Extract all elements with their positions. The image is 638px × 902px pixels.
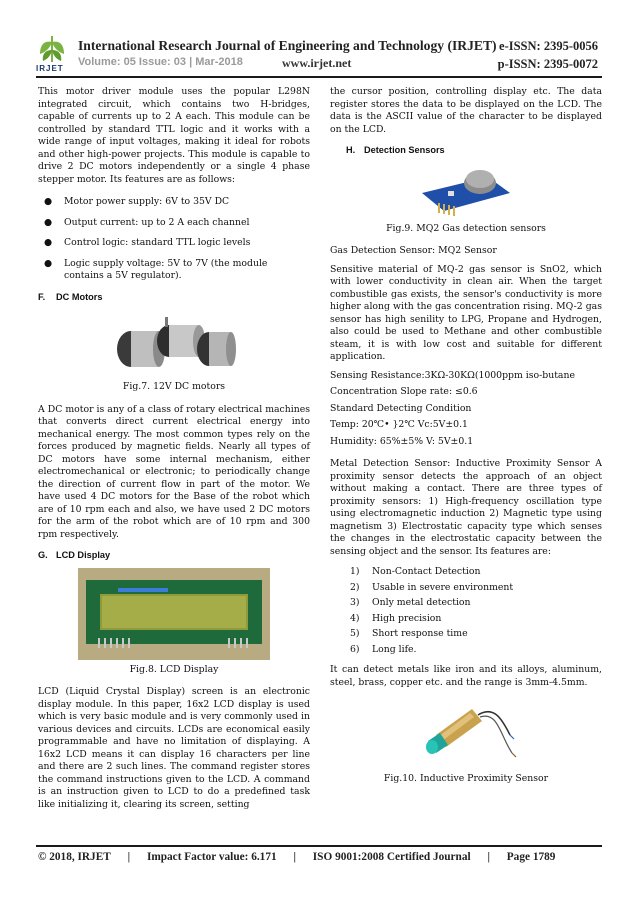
bullet-icon: ● [44,237,53,248]
e-issn: e-ISSN: 2395-0056 [499,39,598,53]
list-item: ● Motor power supply: 6V to 35V DC [44,196,230,207]
gas-sensor-paragraph: Sensitive material of MQ-2 gas sensor is SnO2, which with lower conductivity in clean air. When the target combustible gas exists, the sensor's conductivity is more higher along with the gas concentration rising. MQ-2 gas sensor has high senility to LPG, Propane and Hydrogen, also could be used to Methane and other combustible steam, it is with low cost and suitable for different application. [330,263,602,362]
spec-line: Concentration Slope rate: ≤0.6 [330,386,478,397]
dc-motor-paragraph: A DC motor is any of a class of rotary electrical machines that converts direct current electrical energy into mechanical energy. The most common types rely on the forces produced by magnetic fields. Nearly all types of DC motors have some internal mechanism, either electromechanical or electronic; to periodically change the direction of current flow in part of the motor. We have used 4 DC motors for the Base of the robot which are of 10 rpm each and also, we have used 2 DC motors for the arm of the robot which are of 10 rpm and 300 rpm respectively. [38,403,310,540]
footer-separator: | [127,851,131,863]
section-heading-h: H. Detection Sensors [346,145,445,155]
motor-driver-features [38,196,310,283]
page-number: Page 1789 [506,851,556,863]
p-issn: p-ISSN: 2395-0072 [497,57,598,71]
footer-rule [36,845,602,847]
fig8-caption: Fig.8. LCD Display [129,663,219,675]
spec-line: Temp: 20℃• }2℃ Vc:5V±0.1 [330,419,468,430]
journal-title: International Research Journal of Engineering and Technology (IRJET) [78,38,497,53]
header-rule [36,76,602,78]
list-item: 3) Only metal detection [350,597,471,608]
lcd-paragraph: LCD (Liquid Crystal Display) screen is an electronic display module. In this paper, 16x2 LCD display is used which is very basic module and is very commonly used in various devices and circuits. LCDs are economical easily programmable and have no limitation of displaying. A 16x2 LCD means it can display 16 characters per line and there are 2 such lines. The command register stores the command instructions given to the LCD. A command is an instruction given to LCD to do a predefined task like initializing it, clearing its screen, setting [38,686,310,810]
list-item: 2) Usable in severe environment [350,581,514,593]
bullet-icon: ● [44,216,53,228]
bullet-icon: ● [44,257,53,269]
fig10-caption: Fig.10. Inductive Proximity Sensor [383,773,549,784]
lcd-display-figure [78,568,270,660]
detection-range-paragraph: It can detect metals like iron and its alloys, aluminum, steel, brass, copper etc. and the range is 3mm-4.5mm. [330,664,602,688]
fig7-caption: Fig.7. 12V DC motors [122,381,226,392]
spec-line: Standard Detecting Condition [330,402,472,414]
mq2-sensor-figure [418,163,514,219]
website-link[interactable]: www.irjet.net [282,56,352,70]
metal-sensor-paragraph: Metal Detection Sensor: Inductive Proximity Sensor A proximity sensor detects the approach of an object without making a contact. There are three types of proximity sensors: 1) High-frequency oscillation type using electromagnetic induction 2) Magnetic type using magnetism 3) Electrostatic capacity type which senses the changes in the electrostatic capacity between the sensing object and the sensor. Its features are: [330,458,602,557]
logo-text: IRJET [36,64,64,73]
left-column [38,86,310,817]
footer-separator: | [487,851,490,863]
list-item: 4) High precision [350,612,442,624]
list-item: ● Output current: up to 2 A each channel [44,216,250,228]
impact-factor: Impact Factor value: 6.171 [146,851,277,863]
lcd-continued-paragraph: the cursor position, controlling display etc. The data register stores the data to be displayed on the LCD. The data is the ASCII value of the character to be displayed on the LCD. [330,86,602,135]
bullet-icon: ● [44,196,53,207]
right-column [330,86,602,796]
copyright: © 2018, IRJET [38,851,111,863]
volume-issue: Volume: 05 Issue: 03 | Mar-2018 [78,56,243,68]
spec-line: Sensing Resistance:3KΩ-30KΩ(1000ppm iso-butane [330,369,575,381]
section-heading-f: F. DC Motors [38,291,103,302]
list-item: ● Logic supply voltage: 5V to 7V (the module contains a 5V regulator). [44,257,268,281]
spec-line: Humidity: 65%±5% V: 5V±0.1 [330,435,474,447]
list-item: 5) Short response time [350,628,468,639]
list-item: 6) Long life. [350,643,417,655]
gas-sensor-title: Gas Detection Sensor: MQ2 Sensor [330,245,497,256]
dc-motors-figure [109,309,239,377]
section-heading-g: G. LCD Display [38,550,111,560]
page-footer [38,851,598,863]
intro-paragraph: This motor driver module uses the popular L298N integrated circuit, which contains two H-bridges, capable of currents up to 2 A each. This module can be controlled by standard TTL logic and it works with a wide range of input voltages, making it ideal for robots and other high-power projects. This module is capable to drive 2 DC motors independently or a single 4 phase stepper motor. Its features are as follows: [38,86,310,185]
page-header [0,0,638,78]
iso-certification: ISO 9001:2008 Certified Journal [312,851,471,863]
list-item: ● Control logic: standard TTL logic levels [44,237,251,248]
fig9-caption: Fig.9. MQ2 Gas detection sensors [386,222,546,234]
list-item: 1) Non-Contact Detection [350,566,481,577]
footer-separator: | [293,851,296,863]
proximity-sensor-figure [414,695,518,769]
proximity-features [330,566,602,656]
